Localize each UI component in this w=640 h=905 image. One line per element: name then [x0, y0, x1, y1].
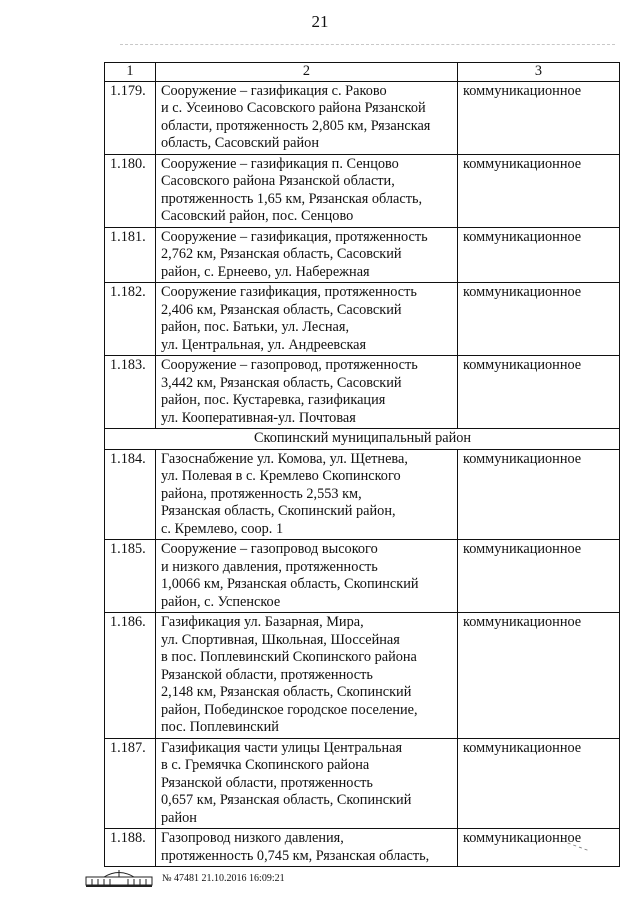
column-header-1: 1	[105, 63, 156, 82]
description-line: Сооружение – газификация с. Раково	[161, 82, 387, 99]
description-line: протяженность 0,745 км, Рязанская область,	[161, 847, 430, 864]
table-header-row	[105, 63, 620, 82]
document-footer	[84, 868, 285, 888]
description-line: район	[161, 809, 197, 826]
description-line: Сооружение – газификация, протяженность	[161, 228, 428, 245]
description-line: района, протяженность 2,553 км,	[161, 485, 362, 502]
column-header-2: 2	[156, 63, 458, 82]
description-line: Рязанской области, протяженность	[161, 666, 373, 683]
table-row	[105, 540, 620, 613]
row-description	[156, 738, 458, 829]
row-number: 1.182.	[105, 283, 156, 356]
row-type: коммуникационное	[458, 81, 620, 154]
description-line: район, пос. Батьки, ул. Лесная,	[161, 319, 350, 335]
row-description	[156, 829, 458, 867]
description-line: Сооружение – газификация п. Сенцово	[161, 155, 399, 172]
property-table	[104, 62, 620, 867]
row-description	[156, 449, 458, 540]
description-line: ул. Центральная, ул. Андреевская	[161, 336, 367, 353]
description-line: область, Сасовский район	[161, 135, 319, 151]
row-type: коммуникационное	[458, 829, 620, 867]
description-line: Сооружение газификация, протяженность	[161, 284, 417, 300]
table-row	[105, 356, 620, 429]
table-body	[105, 81, 620, 867]
page-number: 21	[311, 12, 329, 31]
description-line: Газопровод низкого давления,	[161, 830, 344, 846]
description-line: район, Побединское городское поселение,	[161, 701, 418, 718]
description-line: с. Кремлево, соор. 1	[161, 520, 284, 537]
section-title: Скопинский муниципальный район	[105, 429, 620, 450]
description-line: Рязанская область, Скопинский район,	[161, 503, 396, 519]
table-row	[105, 81, 620, 154]
description-line: Сасовского района Рязанской области,	[161, 173, 395, 189]
row-number: 1.181.	[105, 227, 156, 283]
description-line: в пос. Поплевинский Скопинского района	[161, 649, 417, 665]
table-row	[105, 154, 620, 227]
row-type: коммуникационное	[458, 613, 620, 739]
description-line: 3,442 км, Рязанская область, Сасовский	[161, 374, 402, 391]
description-line: 1,0066 км, Рязанская область, Скопинский	[161, 576, 419, 592]
description-line: район, пос. Кустаревка, газификация	[161, 392, 386, 408]
description-line: в с. Гремячка Скопинского района	[161, 757, 370, 773]
description-line: ул. Спортивная, Школьная, Шоссейная	[161, 631, 400, 648]
description-line: район, с. Ернеево, ул. Набережная	[161, 263, 370, 280]
description-line: Газификация ул. Базарная, Мира,	[161, 614, 364, 630]
description-line: протяженность 1,65 км, Рязанская область,	[161, 190, 423, 207]
row-type: коммуникационное	[458, 356, 620, 429]
row-type: коммуникационное	[458, 154, 620, 227]
description-line: и низкого давления, протяженность	[161, 558, 378, 575]
registration-stamp: № 47481 21.10.2016 16:09:21	[162, 872, 285, 884]
description-line: Газификация части улицы Центральная	[161, 739, 403, 756]
row-type: коммуникационное	[458, 738, 620, 829]
row-description	[156, 613, 458, 739]
description-line: район, с. Успенское	[161, 593, 281, 610]
row-number: 1.183.	[105, 356, 156, 429]
description-line: 2,406 км, Рязанская область, Сасовский	[161, 301, 402, 318]
row-number: 1.185.	[105, 540, 156, 613]
row-type: коммуникационное	[458, 540, 620, 613]
description-line: 2,148 км, Рязанская область, Скопинский	[161, 684, 412, 700]
row-number: 1.186.	[105, 613, 156, 739]
description-line: ул. Кооперативная-ул. Почтовая	[161, 409, 356, 426]
row-description	[156, 154, 458, 227]
description-line: ул. Полевая в с. Кремлево Скопинского	[161, 468, 401, 484]
description-line: области, протяженность 2,805 км, Рязанская	[161, 117, 431, 134]
table-row	[105, 283, 620, 356]
description-line: и с. Усеиново Сасовского района Рязанской	[161, 100, 426, 116]
description-line: Сооружение – газопровод высокого	[161, 541, 378, 557]
row-number: 1.187.	[105, 738, 156, 829]
row-number: 1.184.	[105, 449, 156, 540]
description-line: Сасовский район, пос. Сенцово	[161, 208, 354, 224]
table-row	[105, 613, 620, 739]
description-line: 0,657 км, Рязанская область, Скопинский	[161, 792, 412, 808]
row-description	[156, 227, 458, 283]
column-header-3: 3	[458, 63, 620, 82]
row-type: коммуникационное	[458, 449, 620, 540]
row-type: коммуникационное	[458, 283, 620, 356]
scan-artifact-icon	[560, 838, 600, 858]
description-line: 2,762 км, Рязанская область, Сасовский	[161, 246, 402, 262]
section-row	[105, 429, 620, 450]
header-divider	[120, 44, 615, 45]
row-number: 1.179.	[105, 81, 156, 154]
table-row	[105, 738, 620, 829]
description-line: Сооружение – газопровод, протяженность	[161, 357, 418, 373]
table-row	[105, 829, 620, 867]
row-number: 1.188.	[105, 829, 156, 867]
row-description	[156, 540, 458, 613]
row-description	[156, 356, 458, 429]
table-row	[105, 227, 620, 283]
table-row	[105, 449, 620, 540]
row-number: 1.180.	[105, 154, 156, 227]
row-description	[156, 81, 458, 154]
row-type: коммуникационное	[458, 227, 620, 283]
description-line: Рязанской области, протяженность	[161, 774, 373, 791]
row-description	[156, 283, 458, 356]
description-line: Газоснабжение ул. Комова, ул. Щетнева,	[161, 450, 408, 467]
description-line: пос. Поплевинский	[161, 719, 279, 735]
building-logo-icon	[84, 868, 154, 888]
